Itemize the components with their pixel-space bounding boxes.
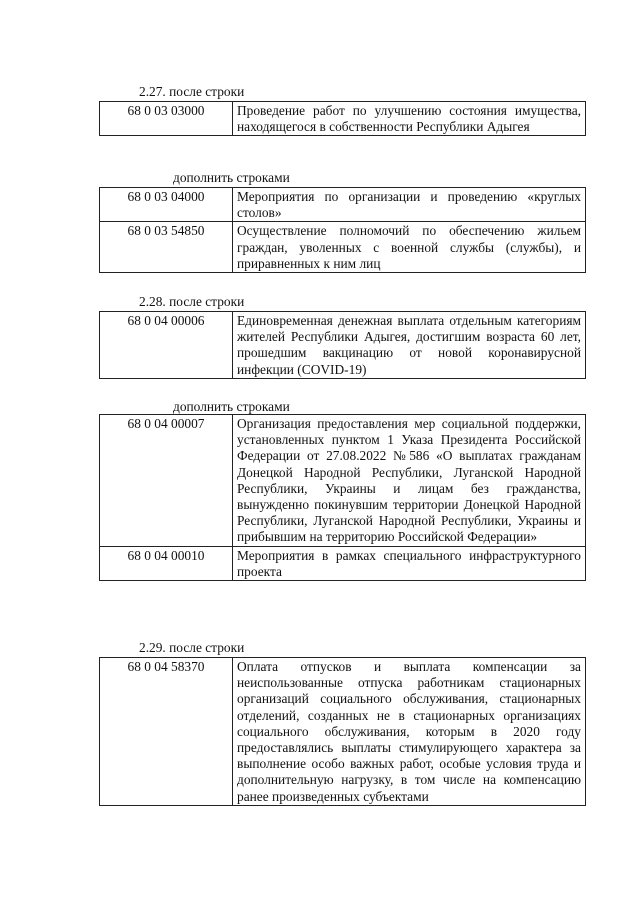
row-description: Единовременная денежная выплата отдельным категориям жителей Республики Адыгея, достигшим возраста 60 лет, прошедшим вакцинацию от новой коронавирусной инфекции (COVID-19)	[233, 312, 586, 379]
section-heading-2-28: 2.28. после строки	[139, 294, 245, 309]
row-code: 68 0 04 00006	[100, 312, 233, 379]
row-description: Проведение работ по улучшению состояния имущества, находящегося в собственности Республики Адыгея	[233, 102, 586, 136]
table-row	[100, 102, 586, 136]
table-2-29	[99, 657, 586, 806]
row-code: 68 0 03 54850	[100, 222, 233, 273]
row-code: 68 0 03 04000	[100, 188, 233, 222]
row-code: 68 0 04 58370	[100, 658, 233, 806]
row-code: 68 0 03 03000	[100, 102, 233, 136]
row-description: Мероприятия по организации и проведению «круглых столов»	[233, 188, 586, 222]
table-row	[100, 415, 586, 547]
row-description: Мероприятия в рамках специального инфраструктурного проекта	[233, 546, 586, 580]
section-heading-append-1: дополнить строками	[173, 170, 290, 185]
table-append-1	[99, 187, 586, 273]
row-description: Оплата отпусков и выплата компенсации за неиспользованные отпуска работникам стационарных организаций социального обслуживания, стационарных отделений, созданных не в стационарных организациях социального обслуживания, которым в 2020 году предоставлялись выплаты стимулирующего характера за выполнение особо важных работ, особые условия труда и дополнительную нагрузку, в том числе на компенсацию ранее произведенных субъектами	[233, 658, 586, 806]
table-append-2	[99, 414, 586, 581]
table-row	[100, 312, 586, 379]
row-description: Организация предоставления мер социальной поддержки, установленных пунктом 1 Указа Президента Российской Федерации от 27.08.2022 №586 «О выплатах гражданам Донецкой Народной Республики, Луганской Народной Республики, Украины и лицам без гражданства, вынужденно покинувшим территории Донецкой Народной Республики, Луганской Народной Республики, Украины и прибывшим на территорию Российской Федерации»	[233, 415, 586, 547]
row-code: 68 0 04 00007	[100, 415, 233, 547]
row-description: Осуществление полномочий по обеспечению жильем граждан, уволенных с военной службы (службы), и приравненных к ним лиц	[233, 222, 586, 273]
section-heading-2-29: 2.29. после строки	[139, 640, 245, 655]
table-row	[100, 222, 586, 273]
table-row	[100, 188, 586, 222]
table-2-27	[99, 101, 586, 136]
table-row	[100, 546, 586, 580]
table-2-28	[99, 311, 586, 379]
section-heading-append-2: дополнить строками	[173, 399, 290, 414]
table-row	[100, 658, 586, 806]
section-heading-2-27: 2.27. после строки	[139, 84, 245, 99]
row-code: 68 0 04 00010	[100, 546, 233, 580]
